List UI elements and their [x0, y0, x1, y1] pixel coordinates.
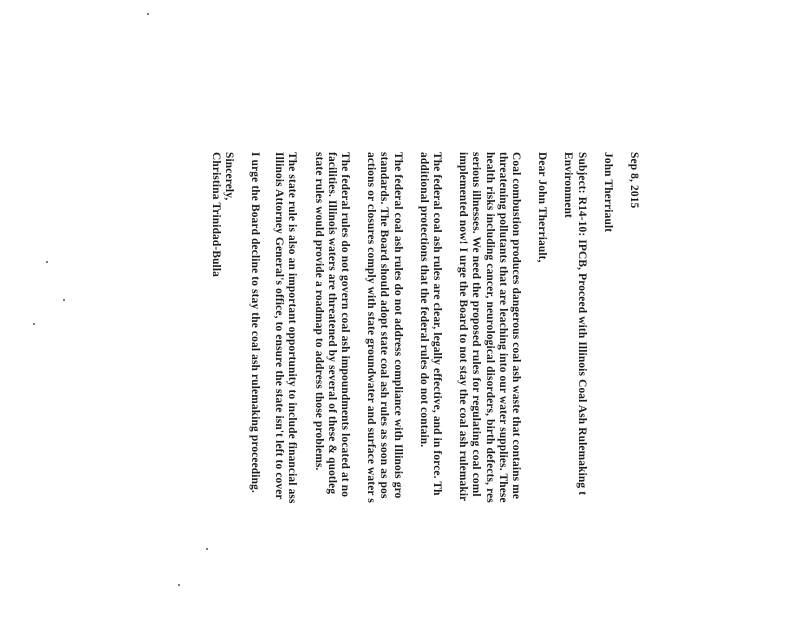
paragraph: [272, 152, 298, 622]
paragraph-line: facilities. Illinois waters are threatened by several of these & quotleg: [325, 152, 338, 495]
letter-salutation: Dear John Therriault,: [536, 152, 549, 263]
letter-closing: Sincerely,: [222, 152, 235, 201]
paragraph: [364, 152, 404, 622]
paragraph-line: The federal coal ash rules are clear, legally effective, and in force. Th: [430, 152, 443, 496]
letter-body: [208, 152, 640, 622]
letter-date: Sep 8, 2015: [628, 152, 640, 209]
paragraph-line: standards. The Board should adopt state coal ash rules as soon as pos: [378, 152, 391, 499]
scan-speck: [33, 323, 35, 325]
letter-subject-line: Environment: [562, 152, 575, 218]
paragraph-line: implemented now! I urge the Board to not stay the coal ash rulemakir: [457, 152, 470, 502]
paragraph: [417, 152, 443, 622]
paragraph-line: The state rule is also an important opportunity to include financial ass: [286, 152, 299, 504]
scan-speck: [178, 584, 180, 586]
paragraph-line: threatening pollutants that are leaching into our water supplies. These: [496, 152, 509, 503]
paragraph-line: actions or closures comply with state groundwater and surface water s: [365, 152, 378, 503]
paragraph: [248, 152, 261, 622]
paragraph-line: state rules would provide a roadmap to address those problems.: [312, 152, 325, 471]
paragraph-line: health risks including cancer, neurological disorders, birth defects, res: [483, 152, 496, 503]
paragraph: [311, 152, 351, 622]
paragraph-line: Coal combustion produces dangerous coal ash waste that contains me: [509, 152, 522, 500]
letter-signature: Christina Trinidad-Bulla: [209, 152, 222, 278]
paragraph-line: I urge the Board decline to stay the coal ash rulemaking proceeding.: [248, 152, 261, 493]
letter-recipient: John Therriault: [601, 152, 614, 233]
paragraph-line: serious illnesses. We need the proposed rules for regulating coal coml: [470, 152, 483, 497]
paragraph-line: Illinois Attorney General's office, to ensure the state isn't left to cover: [273, 152, 286, 500]
scan-speck: [147, 13, 149, 15]
letter-subject-line: Subject: R14-10: IPCB, Proceed with Illinois Coal Ash Rulemaking t: [575, 152, 588, 496]
paragraph-line: The federal coal ash rules do not address compliance with Illinois gro: [391, 152, 404, 499]
scan-speck: [63, 299, 65, 301]
paragraph: [456, 152, 522, 622]
scan-speck: [46, 261, 48, 263]
paragraph-line: The federal rules do not govern coal ash impoundments located at no: [338, 152, 351, 498]
paragraph-line: additional protections that the federal rules do not contain.: [417, 152, 430, 448]
